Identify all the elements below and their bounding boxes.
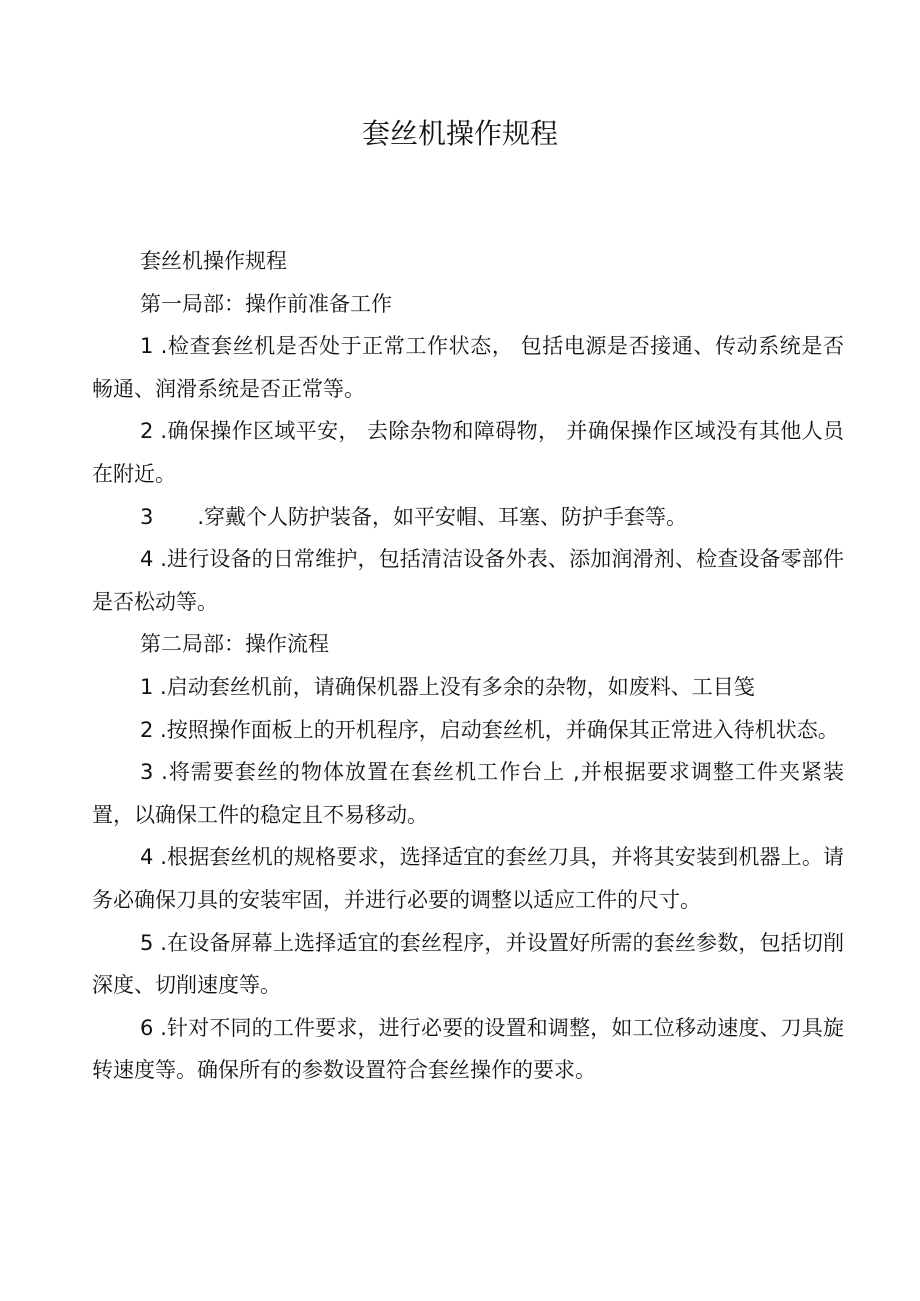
paragraph-text: .在设备屏幕上选择适宜的套丝程序，并设置好所需的套丝参数，包括切削深度、切削速度等。 [92,930,844,998]
paragraph-text: .确保操作区域平安， 去除杂物和障碍物， 并确保操作区域没有其他人员在附近。 [92,419,844,486]
item-number: 1 [140,674,154,699]
list-item [92,751,844,836]
item-number: 4 [140,547,154,572]
list-item [92,325,844,410]
paragraph-text: .穿戴个人防护装备，如平安帽、耳塞、防护手套等。 [197,504,688,529]
document-title: 套丝机操作规程 [361,117,558,150]
document-body [92,240,844,1092]
item-number: 4 [140,845,154,870]
section-heading-2 [92,623,844,666]
paragraph-text: .按照操作面板上的开机程序，启动套丝机，并确保其正常进入待机状态。 [153,717,839,742]
list-item [92,1007,844,1092]
list-item [92,836,844,921]
item-number: 2 [140,717,154,742]
paragraph-text: .针对不同的工件要求，进行必要的设置和调整，如工位移动速度、刀具旋转速度等。确保所有的参数设置符合套丝操作的要求。 [92,1015,844,1083]
item-number: 2 [140,419,154,444]
list-item [92,410,844,495]
item-number: 5 [140,930,154,955]
subtitle-paragraph [92,240,844,283]
paragraph-text: 第一局部：操作前准备工作 [140,291,392,316]
paragraph-text: .启动套丝机前，请确保机器上没有多余的杂物，如废料、工目笺 [153,674,755,699]
item-number: 3 [140,760,154,785]
paragraph-text: .检查套丝机是否处于正常工作状态， 包括电源是否接通、传动系统是否畅通、润滑系统是否正常等。 [92,334,844,401]
list-item [92,496,844,539]
item-number: 6 [140,1015,154,1040]
paragraph-text: 第二局部：操作流程 [140,632,329,657]
paragraph-text: .进行设备的日常维护，包括清洁设备外表、添加润滑剂、检查设备零部件是否松动等。 [92,547,844,614]
item-number: 1 [140,334,154,359]
list-item [92,709,844,752]
item-number: 3 [140,504,154,529]
paragraph-text: .根据套丝机的规格要求，选择适宜的套丝刀具，并将其安装到机器上。请务必确保刀具的安装牢固，并进行必要的调整以适应工件的尺寸。 [92,845,844,912]
paragraph-text: .将需要套丝的物体放置在套丝机工作台上 ,并根据要求调整工件夹紧装置，以确保工件的稳定且不易移动。 [92,760,844,827]
list-item [92,666,844,709]
section-heading-1 [92,283,844,326]
list-item [92,922,844,1007]
paragraph-text: 套丝机操作规程 [140,249,287,273]
list-item [92,538,844,623]
